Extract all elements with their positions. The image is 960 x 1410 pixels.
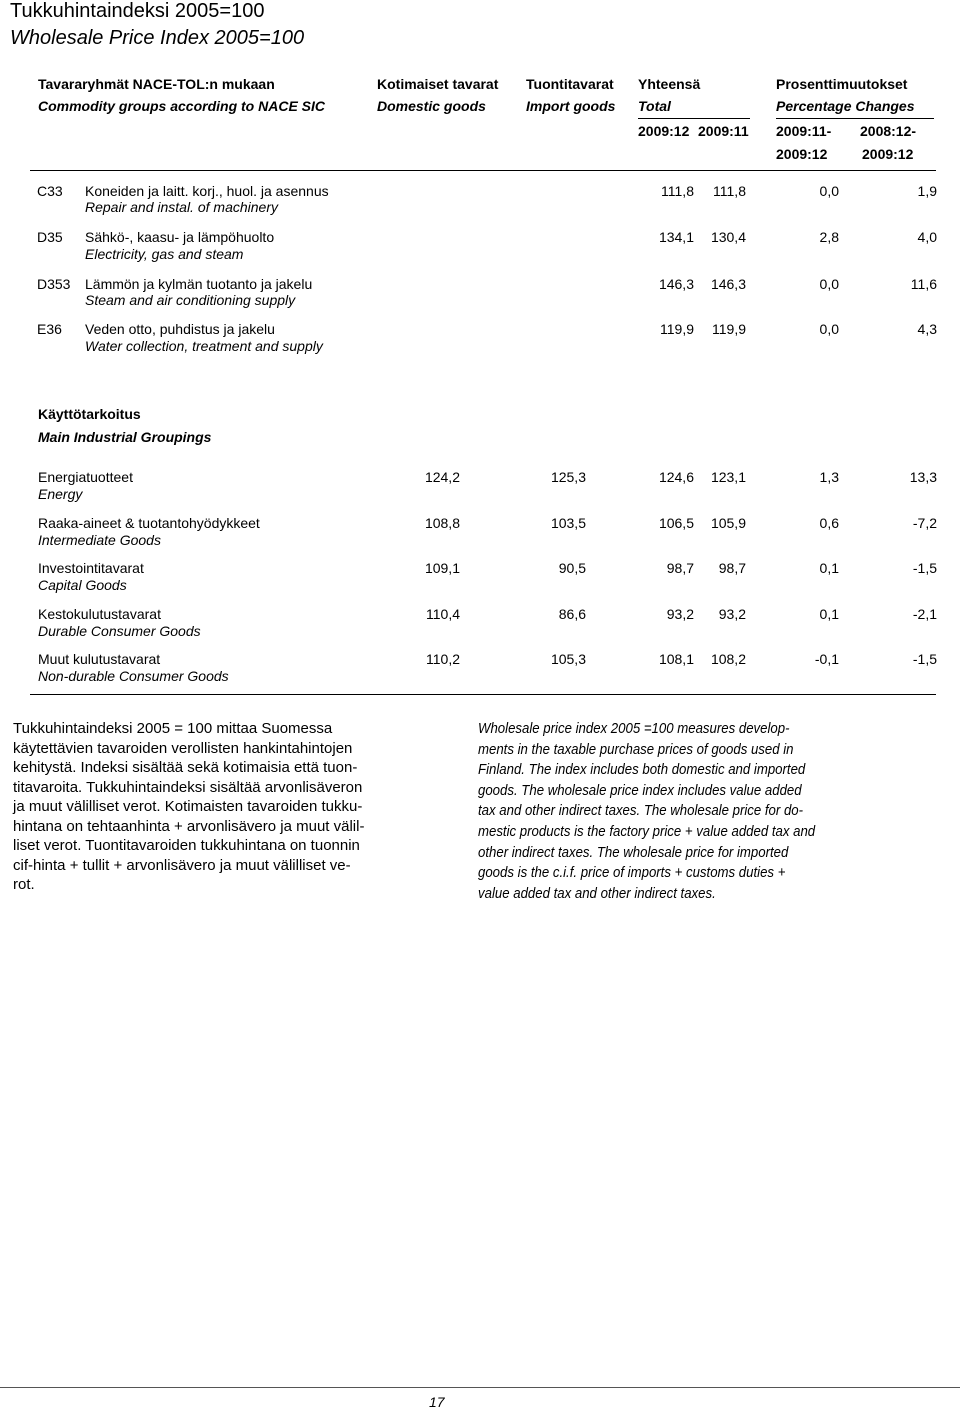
total-2009-11: 98,7	[718, 560, 746, 576]
commodity-groups-header-fi: Tavararyhmät NACE-TOL:n mukaan	[38, 76, 275, 92]
row-label-en: Non-durable Consumer Goods	[38, 668, 229, 684]
commodity-groups-header-en: Commodity groups according to NACE SIC	[38, 98, 326, 114]
row-label-fi: Koneiden ja laitt. korj., huol. ja asennus	[85, 183, 329, 199]
note-line: ments in the taxable purchase prices of goods used in	[478, 740, 794, 758]
pct-monthly: 0,6	[819, 515, 839, 531]
total-header-rule	[638, 118, 750, 119]
note-finnish	[13, 719, 453, 895]
note-line: Wholesale price index 2005 =100 measures develop-	[478, 720, 790, 737]
row-label-en: Steam and air conditioning supply	[85, 292, 296, 308]
row-label-en: Intermediate Goods	[38, 532, 161, 548]
import-header-en: Import goods	[526, 98, 616, 114]
total-2009-12: 146,3	[658, 276, 694, 292]
pct-header-en: Percentage Changes	[776, 98, 915, 114]
groupings-title-fi: Käyttötarkoitus	[38, 406, 141, 422]
domestic-header-en: Domestic goods	[377, 98, 486, 114]
domestic-value: 124,2	[424, 469, 460, 485]
total-2009-11: 119,9	[712, 321, 746, 337]
pct-annual: 11,6	[910, 276, 937, 292]
import-value: 90,5	[558, 560, 586, 576]
total-2009-12: 106,5	[658, 515, 694, 531]
total-2009-11: 123,1	[710, 469, 746, 485]
total-2009-11: 146,3	[710, 276, 746, 292]
domestic-value: 108,8	[424, 515, 460, 531]
total-2009-11: 105,9	[710, 515, 746, 531]
page-subtitle: Wholesale Price Index 2005=100	[10, 27, 305, 49]
pct-monthly: 0,0	[819, 183, 839, 199]
total-header-en: Total	[638, 98, 671, 114]
import-header-fi: Tuontitavarat	[526, 76, 614, 92]
note-line: titavaroita. Tukkuhintaindeksi sisältää arvonlisäveron	[13, 778, 363, 796]
page-title: Tukkuhintaindeksi 2005=100	[10, 0, 265, 22]
row-label-en: Water collection, treatment and supply	[85, 338, 323, 354]
pct-annual: 4,0	[917, 229, 937, 245]
note-line: käytettävien tavaroiden verollisten hankintahintojen	[13, 739, 353, 757]
row-label-en: Energy	[38, 486, 83, 502]
row-label-fi: Energiatuotteet	[38, 469, 133, 485]
pct-header-fi: Prosenttimuutokset	[776, 76, 908, 92]
note-line: value added tax and other indirect taxes.	[478, 884, 716, 902]
domestic-value: 110,4	[426, 606, 460, 622]
row-label-en: Electricity, gas and steam	[85, 246, 244, 262]
row-code: D353	[37, 276, 71, 292]
total-2009-12: 124,6	[658, 469, 694, 485]
note-english	[478, 719, 900, 904]
total-2009-11: 93,2	[718, 606, 746, 622]
total-2009-11: 111,8	[713, 183, 746, 199]
header-bottom-rule	[30, 170, 936, 171]
row-label-fi: Kestokulutustavarat	[38, 606, 161, 622]
total-2009-12: 108,1	[658, 651, 694, 667]
pct-annual: -1,5	[912, 651, 937, 667]
total-2009-12: 93,2	[666, 606, 694, 622]
pct-period-2-start: 2008:12-	[860, 123, 917, 139]
row-code: D35	[37, 229, 63, 245]
total-period-2: 2009:11	[698, 123, 749, 139]
note-line: hintana on tehtaanhinta + arvonlisävero ja muut välil-	[13, 817, 365, 835]
row-label-en: Repair and instal. of machinery	[85, 199, 278, 215]
page-number: 17	[429, 1394, 445, 1410]
row-label-en: Capital Goods	[38, 577, 127, 593]
row-label-fi: Investointitavarat	[38, 560, 144, 576]
note-line: liset verot. Tuontitavaroiden tukkuhintana on tuonnin	[13, 837, 360, 854]
note-line: kehitystä. Indeksi sisältää sekä kotimaisia että tuon-	[13, 759, 358, 776]
row-label-fi: Veden otto, puhdistus ja jakelu	[85, 321, 275, 337]
total-header-fi: Yhteensä	[638, 76, 701, 92]
groupings-title-en: Main Industrial Groupings	[38, 429, 212, 445]
note-line: cif-hinta + tullit + arvonlisävero ja muut välilliset ve-	[13, 856, 351, 874]
total-2009-12: 119,9	[660, 321, 694, 337]
total-2009-12: 111,8	[661, 183, 694, 199]
note-line: mestic products is the factory price + value added tax and	[478, 822, 816, 840]
note-line: ja muut välilliset verot. Kotimaisten tavaroiden tukku-	[13, 798, 363, 815]
row-label-fi: Lämmön ja kylmän tuotanto ja jakelu	[85, 276, 313, 292]
pct-monthly: 1,3	[819, 469, 839, 485]
pct-monthly: 2,8	[819, 229, 839, 245]
row-label-fi: Raaka-aineet & tuotantohyödykkeet	[38, 515, 260, 531]
domestic-header-fi: Kotimaiset tavarat	[377, 76, 499, 92]
note-line: goods. The wholesale price index includes value added	[478, 781, 802, 799]
pct-annual: 1,9	[917, 183, 937, 199]
row-label-en: Durable Consumer Goods	[38, 623, 201, 639]
pct-period-1-start: 2009:11-	[776, 123, 832, 139]
import-value: 105,3	[550, 651, 586, 667]
note-line: Finland. The index includes both domestic and imported	[478, 761, 806, 779]
footer-rule	[0, 1387, 960, 1388]
pct-annual: -2,1	[912, 606, 937, 622]
pct-monthly: 0,0	[819, 321, 839, 337]
domestic-value: 110,2	[426, 651, 460, 667]
pct-annual: 4,3	[917, 321, 937, 337]
pct-annual: -1,5	[912, 560, 937, 576]
row-code: C33	[37, 183, 63, 199]
note-line: tax and other indirect taxes. The wholesale price for do-	[478, 802, 804, 820]
domestic-value: 109,1	[424, 560, 460, 576]
total-2009-12: 134,1	[658, 229, 694, 245]
total-2009-12: 98,7	[666, 560, 694, 576]
table-bottom-rule	[30, 694, 936, 695]
row-code: E36	[37, 321, 62, 337]
import-value: 125,3	[550, 469, 586, 485]
pct-header-rule	[776, 118, 934, 119]
pct-period-2-end: 2009:12	[862, 146, 914, 162]
pct-monthly: 0,0	[819, 276, 839, 292]
total-2009-11: 108,2	[710, 651, 746, 667]
note-line: goods is the c.i.f. price of imports + customs duties +	[478, 864, 786, 882]
row-label-fi: Sähkö-, kaasu- ja lämpöhuolto	[85, 229, 275, 245]
pct-annual: -7,2	[912, 515, 937, 531]
pct-monthly: -0,1	[814, 651, 839, 667]
row-label-fi: Muut kulutustavarat	[38, 651, 161, 667]
note-line: Tukkuhintaindeksi 2005 = 100 mittaa Suomessa	[13, 720, 333, 737]
pct-monthly: 0,1	[819, 560, 839, 576]
total-2009-11: 130,4	[710, 229, 746, 245]
total-period-1: 2009:12	[638, 123, 690, 139]
pct-monthly: 0,1	[819, 606, 839, 622]
pct-period-1-end: 2009:12	[776, 146, 828, 162]
import-value: 86,6	[558, 606, 586, 622]
import-value: 103,5	[550, 515, 586, 531]
pct-annual: 13,3	[909, 469, 937, 485]
note-line: rot.	[13, 876, 35, 893]
note-line: other indirect taxes. The wholesale price for imported	[478, 843, 789, 861]
